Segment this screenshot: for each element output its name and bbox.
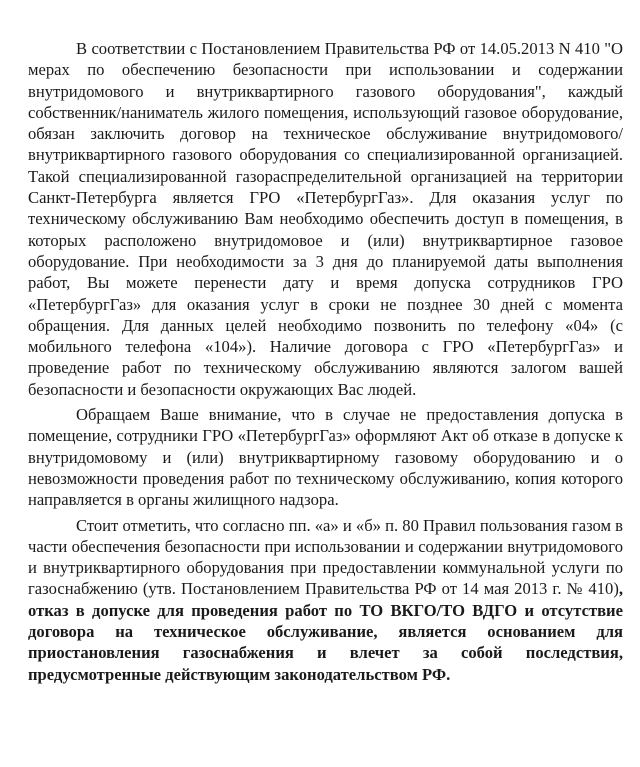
paragraph-legal-basis: Стоит отметить, что согласно пп. «а» и «б» п. 80 Правил пользования газом в части обеспечения безопасности при использовании и содержании внутридомового и внутриквартирного оборудования при предоставлении коммунальной услуги по газоснабжению (утв. Постановлением Правительства РФ от 14 мая 2013 г. № 410) (28, 515, 623, 599)
paragraph-contract-requirement: В соответствии с Постановлением Правительства РФ от 14.05.2013 N 410 "О мерах по обеспечению безопасности при использовании и содержании внутридомового и внутриквартирного газового оборудования", каждый собственник/наниматель жилого помещения, использующий газовое оборудование, обязан заключить договор на техническое обслуживание внутридомового/внутриквартирного газового оборудования со специализированной организацией. Такой специализированной газораспределительной организацией на территории Санкт-Петербурга является ГРО «ПетербургГаз». Для оказания услуг по техническому обслуживанию Вам необходимо обеспечить доступ в помещения, в которых расположено внутридомовое и (или) внутриквартирное газовое оборудование. При необходимости за 3 дня до планируемой даты выполнения работ, Вы можете перенести дату и время допуска сотрудников ГРО «ПетербургГаз» для оказания услуг в сроки не позднее 30 дней с момента обращения. Для данных целей необходимо позвонить по телефону «04» (с мобильного телефона «104»). Наличие договора с ГРО «ПетербургГаз» и проведение работ по техническому обслуживанию являются залогом вашей безопасности и безопасности окружающих Вас людей. (28, 39, 623, 399)
paragraph-bold-warning: , отказ в допуске для проведения работ по ТО ВКГО/ТО ВДГО и отсутствие договора на техническое обслуживание, является основанием для приостановления газоснабжения и влечет за собой последствия, предусмотренные действующим законодательством РФ. (28, 579, 623, 684)
paragraph-access-refusal: Обращаем Ваше внимание, что в случае не предоставления допуска в помещение, сотрудники ГРО «ПетербургГаз» оформляют Акт об отказе в допуске к внутридомовому и (или) внутриквартирному газовому оборудованию и о невозможности проведения работ по техническому обслуживанию, копия которого направляется в органы жилищного надзора. (28, 405, 623, 510)
document-body (28, 38, 623, 689)
paragraph-legal-consequences (28, 515, 623, 685)
